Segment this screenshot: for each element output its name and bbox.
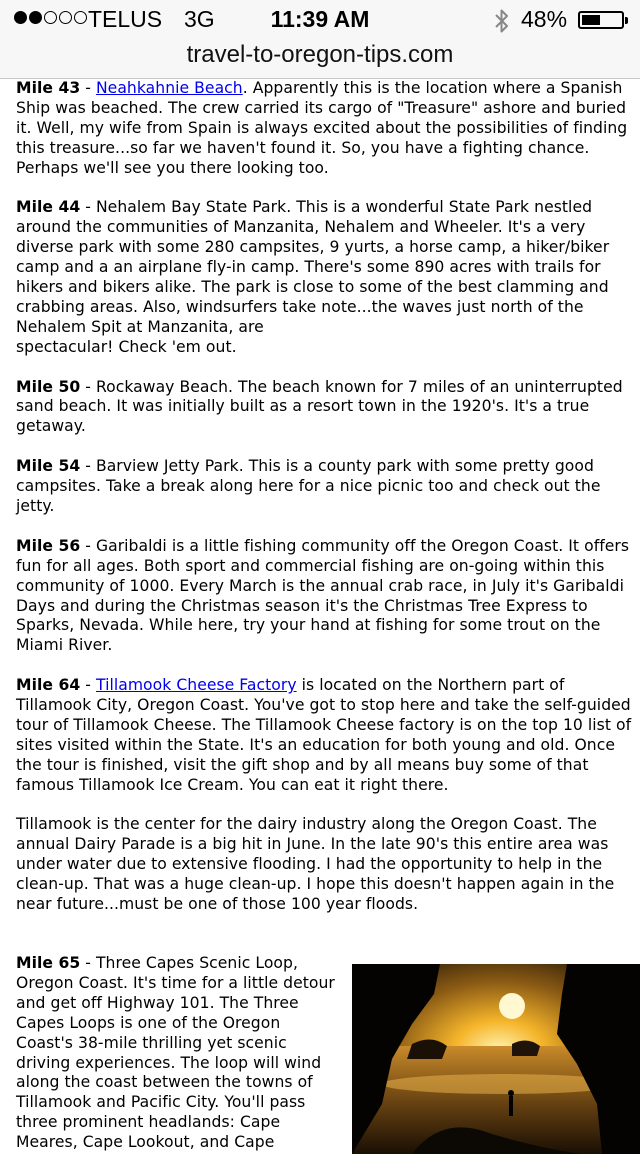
paragraph-text: - Rockaway Beach. The beach known for 7 miles of an uninterrupted sand beach. It was initially built as a resort town in the 1920's. It's a true getaway. [16,377,623,436]
mile-label: Mile 43 [16,79,81,97]
paragraph-text: Tillamook is the center for the dairy industry along the Oregon Coast. The annual Dairy Parade is a big hit in June. In the late 90's this entire area was under water due to extensive flooding. I had the opportunity to help in the clean-up. That was a huge clean-up. I hope this doesn't happen again in the near future...must be one of those 100 year floods. [16,815,615,914]
sunset-photo [352,964,640,1154]
battery-nub [625,17,628,24]
neahkahnie-beach-link[interactable]: Neahkahnie Beach [95,79,243,97]
mile-label: Mile 64 [16,676,81,695]
tillamook-cheese-factory-link[interactable]: Tillamook Cheese Factory [95,676,297,695]
carrier-name: TELUS [88,6,163,32]
address-bar[interactable] [0,40,640,79]
paragraph-text: - Barview Jetty Park. This is a county park with some pretty good campsites. Take a break along here for a nice picnic too and check out the jetty. [16,457,601,515]
paragraph-mile-44 [16,198,638,357]
paragraph-mile-64 [16,676,638,795]
paragraph-text: . Apparently this is the location where a Spanish Ship was beached. The crew carried its cargo of "Treasure" ashore and buried it. Well, my wife from Spain is always excited about the possibilities of finding this treasure...so far we haven't found it. So, you have a fighting chance. Perhaps we'll see you there looking too. [16,79,628,177]
mile-label: Mile 65 [16,953,81,972]
status-time: 11:39 AM [270,6,370,32]
article-content [16,79,638,1153]
paragraph-text: is located on the Northern part of Tillamook City, Oregon Coast. You've got to stop here and take the self-guided tour of Tillamook Cheese. The Tillamook Cheese factory is on the top 10 list of sites visited within the State. It's an education for both young and old. Once the tour is finished, visit the gift shop and by all means buy some of that famous Tillamook Ice Cream. You can eat it right there. [16,676,632,794]
paragraph-text: - Nehalem Bay State Park. This is a wonderful State Park nestled around the communities of Manzanita, Nehalem and Wheeler. It's a very diverse park with some 280 campsites, 9 yurts, a horse camp, a hiker/biker camp and a an airplane fly-in camp. There's some 890 acres with trails for hikers and bikers alike. The park is close to some of the best clamming and crabbing areas. Also, windsurfers take note...the waves just north of the Nehalem Spit at Manzanita, are [16,198,610,336]
separator: - [80,676,96,695]
mile-label: Mile 44 [16,198,81,217]
paragraph-mile-50 [16,378,638,438]
paragraph-text: - Three Capes Scenic Loop, Oregon Coast. It's time for a little detour and get off Highway 101. The Three Capes Loops is one of the Oregon Coast's 38-mile thrilling yet scenic driving experiences. The loop will wind along the coast between the towns of Tillamook and Pacific City. You'll pass three prominent headlands: Cape Meares, Cape Lookout, and Cape [16,953,335,1152]
paragraph-mile-65-block [16,954,638,1153]
paragraph-mile-65 [16,954,338,1153]
battery-fill [582,15,600,25]
bluetooth-icon [493,7,511,40]
paragraph-text-continued: spectacular! Check 'em out. [16,337,237,356]
paragraph-mile-54 [16,457,638,517]
paragraph-tillamook [16,815,638,915]
paragraph-text: - Garibaldi is a little fishing community off the Oregon Coast. It offers fun for all ages. Both sport and commercial fishing are on-going within this community of 1000. Every March is the annual crab race, in July it's Garibaldi Days and during the Christmas season it's the Christmas Tree Express to Sparks, Nevada. While here, try your hand at fishing for some trout on the Miami River. [16,536,630,655]
mile-label: Mile 54 [16,457,81,476]
network-type: 3G [184,6,215,32]
battery-icon [578,11,624,29]
paragraph-mile-43 [16,79,638,179]
separator: - [80,79,96,97]
status-bar [0,0,640,40]
battery-percent: 48% [521,6,568,32]
mile-label: Mile 50 [16,377,81,396]
mile-label: Mile 56 [16,536,81,555]
paragraph-mile-56 [16,537,638,656]
url-text[interactable]: travel-to-oregon-tips.com [186,41,454,68]
